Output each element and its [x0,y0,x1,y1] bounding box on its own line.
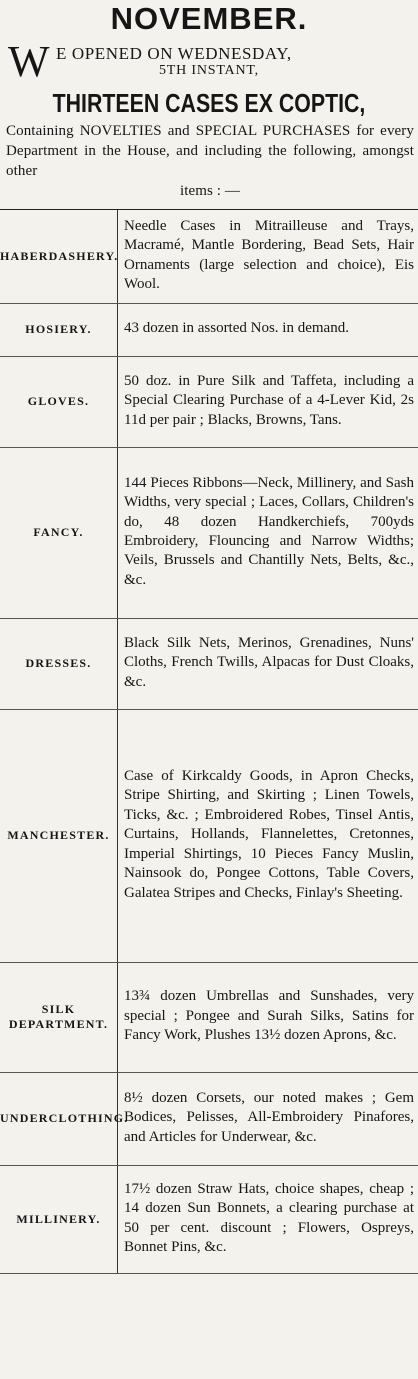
department-row [0,356,418,447]
department-name: MANCHESTER. [0,709,118,962]
subheadline: THIRTEEN CASES EX COPTIC, [52,88,366,118]
department-row [0,303,418,356]
department-description: Needle Cases in Mitrailleuse and Trays, Macramé, Mantle Bordering, Bead Sets, Hair Ornaments (large selection and choice), Eis Wool. [118,210,418,303]
department-name: UNDERCLOTHING. [0,1072,118,1165]
department-description: 43 dozen in assorted Nos. in demand. [118,303,418,356]
department-name: HOSIERY. [0,303,118,356]
department-row [0,962,418,1072]
department-description: 50 doz. in Pure Silk and Taffeta, including a Special Clearing Purchase of a 4-Lever Kid, 2s 11d per pair ; Blacks, Browns, Tans. [118,356,418,447]
department-list [0,210,418,1273]
department-name: MILLINERY. [0,1165,118,1273]
department-description: 13¾ dozen Umbrellas and Sunshades, very special ; Pongee and Surah Silks, Satins for Fancy Work, Plushes 13½ dozen Aprons, &c. [118,962,418,1072]
department-description: Black Silk Nets, Merinos, Grenadines, Nuns' Cloths, French Twills, Alpacas for Dust Cloaks, &c. [118,618,418,709]
department-table [0,210,418,1274]
department-row [0,210,418,303]
department-name: DRESSES. [0,618,118,709]
department-description: Case of Kirkcaldy Goods, in Apron Checks, Stripe Shirting, and Skirting ; Linen Towels, Ticks, &c. ; Embroidered Robes, Tinsel Antis, Curtains, Hollands, Flannelettes, Cretonnes, Imperial Shirtings, 10 Pieces Fancy Muslin, Nainsook do, Pongee Cottons, Table Covers, Galatea Stripes and Checks, Finlay's Sheeting. [118,709,418,962]
drop-cap: W [8,37,50,86]
intro-end: items : — [179,183,241,199]
department-description: 17½ dozen Straw Hats, choice shapes, cheap ; 14 dozen Sun Bonnets, a clearing purchase at 50 per cent. discount ; Flowers, Ospreys, Bonnet Pins, &c. [118,1165,418,1273]
intro-paragraph [6,121,414,201]
department-row [0,1072,418,1165]
opening-line-1: E OPENED ON WEDNESDAY, [56,44,292,63]
intro-text: Containing NOVELTIES and SPECIAL PURCHASES for every Department in the House, and including the following, amongst other [6,123,414,179]
department-name: HABERDASHERY. [0,210,118,303]
headline: NOVEMBER. [110,1,308,36]
department-row [0,1165,418,1273]
department-description: 144 Pieces Ribbons—Neck, Millinery, and Sash Widths, very special ; Laces, Collars, Children's do, 48 dozen Handkerchiefs, 700yds Embroidery, Flouncing and Narrow Widths; Veils, Brussels and Chantilly Nets, Belts, &c., &c. [118,447,418,618]
department-name: GLOVES. [0,356,118,447]
department-row [0,447,418,618]
opening-statement [0,37,418,86]
department-name: FANCY. [0,447,118,618]
department-name: SILK DEPARTMENT. [0,962,118,1072]
opening-line-2: 5TH INSTANT, [159,63,259,78]
department-row [0,618,418,709]
department-row [0,709,418,962]
department-description: 8½ dozen Corsets, our noted makes ; Gem Bodices, Pelisses, All-Embroidery Pinafores, and Articles for Underwear, &c. [118,1072,418,1165]
